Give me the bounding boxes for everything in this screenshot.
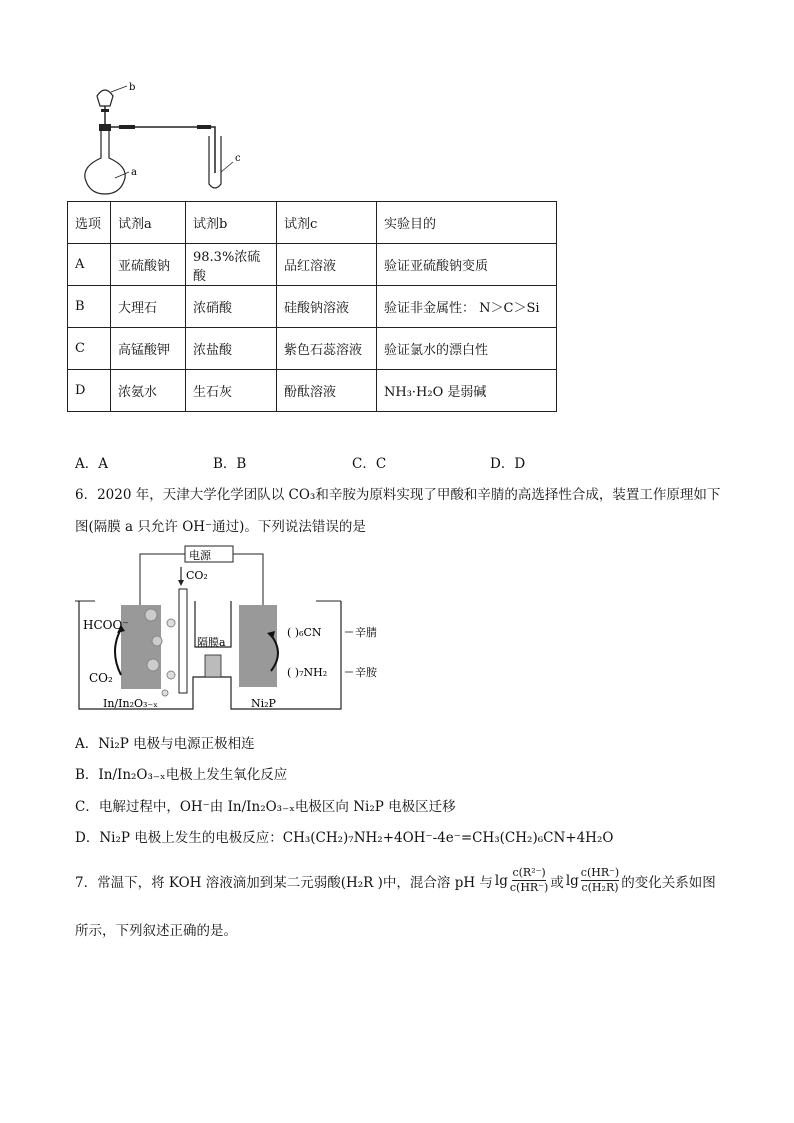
amine-formula: ( )₇NH₂ [287, 666, 328, 679]
table-cell: 紫色石蕊溶液 [277, 328, 377, 370]
right-electrode-label: Ni₂P [251, 697, 276, 710]
q7-frac2-den: c(H₂R) [581, 881, 619, 894]
q6-stem-line1: 6．2020 年，天津大学化学团队以 CO₃和辛胺为原料实现了甲酸和辛腈的高选择性合成，装置工作原理如下 [75, 487, 721, 503]
q6-stem-line2: 图(隔膜 a 只允许 OH⁻通过)。下列说法错误的是 [75, 519, 366, 535]
table-cell: B [68, 286, 111, 328]
table-header-cell: 试剂b [186, 202, 277, 244]
label-c: c [235, 153, 241, 164]
table-row [68, 286, 557, 328]
left-electrode-label: In/In₂O₃₋ₓ [103, 697, 158, 710]
table-cell: 98.3%浓硫酸 [186, 244, 277, 286]
label-a: a [131, 167, 137, 178]
table-cell: 硅酸钠溶液 [277, 286, 377, 328]
q7-frac1-num: c(R²⁻) [512, 866, 546, 879]
table-cell: 高锰酸钾 [111, 328, 186, 370]
table-header-cell: 实验目的 [377, 202, 557, 244]
table-cell: 品红溶液 [277, 244, 377, 286]
q5-choice-c: C．C [352, 456, 387, 472]
table-cell: 浓盐酸 [186, 328, 277, 370]
nitrile-name: 辛腈 [355, 626, 377, 639]
table-cell: C [68, 328, 111, 370]
q7-lg1: lg [494, 872, 508, 889]
table-cell: A [68, 244, 111, 286]
q7-fraction-1 [510, 866, 548, 895]
table-cell: 浓硝酸 [186, 286, 277, 328]
table-header-row [68, 202, 557, 244]
apparatus-figure [75, 78, 255, 198]
nitrile-formula: ( )₆CN [287, 626, 322, 639]
table-cell: 验证非金属性： N＞C＞Si [377, 286, 557, 328]
table-cell: 验证氯水的漂白性 [377, 328, 557, 370]
table-cell: NH₃·H₂O 是弱碱 [377, 370, 557, 412]
q7-stem-line1 [75, 866, 716, 895]
co2-label: CO₂ [89, 671, 113, 685]
q7-intro: 7．常温下，将 KOH 溶液滴加到某二元弱酸(H₂R )中，混合溶 pH 与 [75, 874, 493, 891]
table-cell: 生石灰 [186, 370, 277, 412]
table-row [68, 328, 557, 370]
q7-frac2-num: c(HR⁻) [580, 866, 620, 879]
table-cell: 大理石 [111, 286, 186, 328]
q7-or: 或 [550, 874, 564, 891]
table-header-cell: 选项 [68, 202, 111, 244]
q6-option-a: A．Ni₂P 电极与电源正极相连 [75, 736, 255, 752]
options-table [67, 201, 557, 412]
hcoo-label: HCOO⁻ [83, 618, 129, 632]
q7-tail: 的变化关系如图 [621, 874, 716, 891]
table-row [68, 244, 557, 286]
q5-choice-a: A．A [75, 456, 108, 472]
membrane-label: 隔膜a [197, 636, 226, 649]
q6-option-d: D．Ni₂P 电极上发生的电极反应：CH₃(CH₂)₇NH₂+4OH⁻-4e⁻=CH₃(CH₂)₆CN+4H₂O [75, 830, 614, 846]
q5-choice-b: B．B [213, 456, 247, 472]
table-cell: 验证亚硫酸钠变质 [377, 244, 557, 286]
table-cell: 浓氨水 [111, 370, 186, 412]
power-label: 电源 [189, 549, 211, 562]
table-cell: 酚酞溶液 [277, 370, 377, 412]
q7-stem-line2: 所示，下列叙述正确的是。 [75, 923, 237, 939]
q5-choice-d: D．D [490, 456, 526, 472]
co2-inlet-label: CO₂ [186, 569, 208, 582]
q6-option-c: C．电解过程中，OH⁻由 In/In₂O₃₋ₓ电极区向 Ni₂P 电极区迁移 [75, 799, 456, 815]
q7-fraction-2 [581, 866, 619, 895]
table-header-cell: 试剂c [277, 202, 377, 244]
table-cell: D [68, 370, 111, 412]
amine-name: 辛胺 [355, 666, 377, 679]
label-b: b [129, 82, 136, 93]
q7-lg2: lg [565, 872, 579, 889]
table-cell: 亚硫酸钠 [111, 244, 186, 286]
table-row [68, 370, 557, 412]
electrolysis-diagram [75, 543, 395, 715]
table-header-cell: 试剂a [111, 202, 186, 244]
q6-option-b: B．In/In₂O₃₋ₓ电极上发生氧化反应 [75, 767, 288, 783]
q7-frac1-den: c(HR⁻) [509, 881, 549, 894]
